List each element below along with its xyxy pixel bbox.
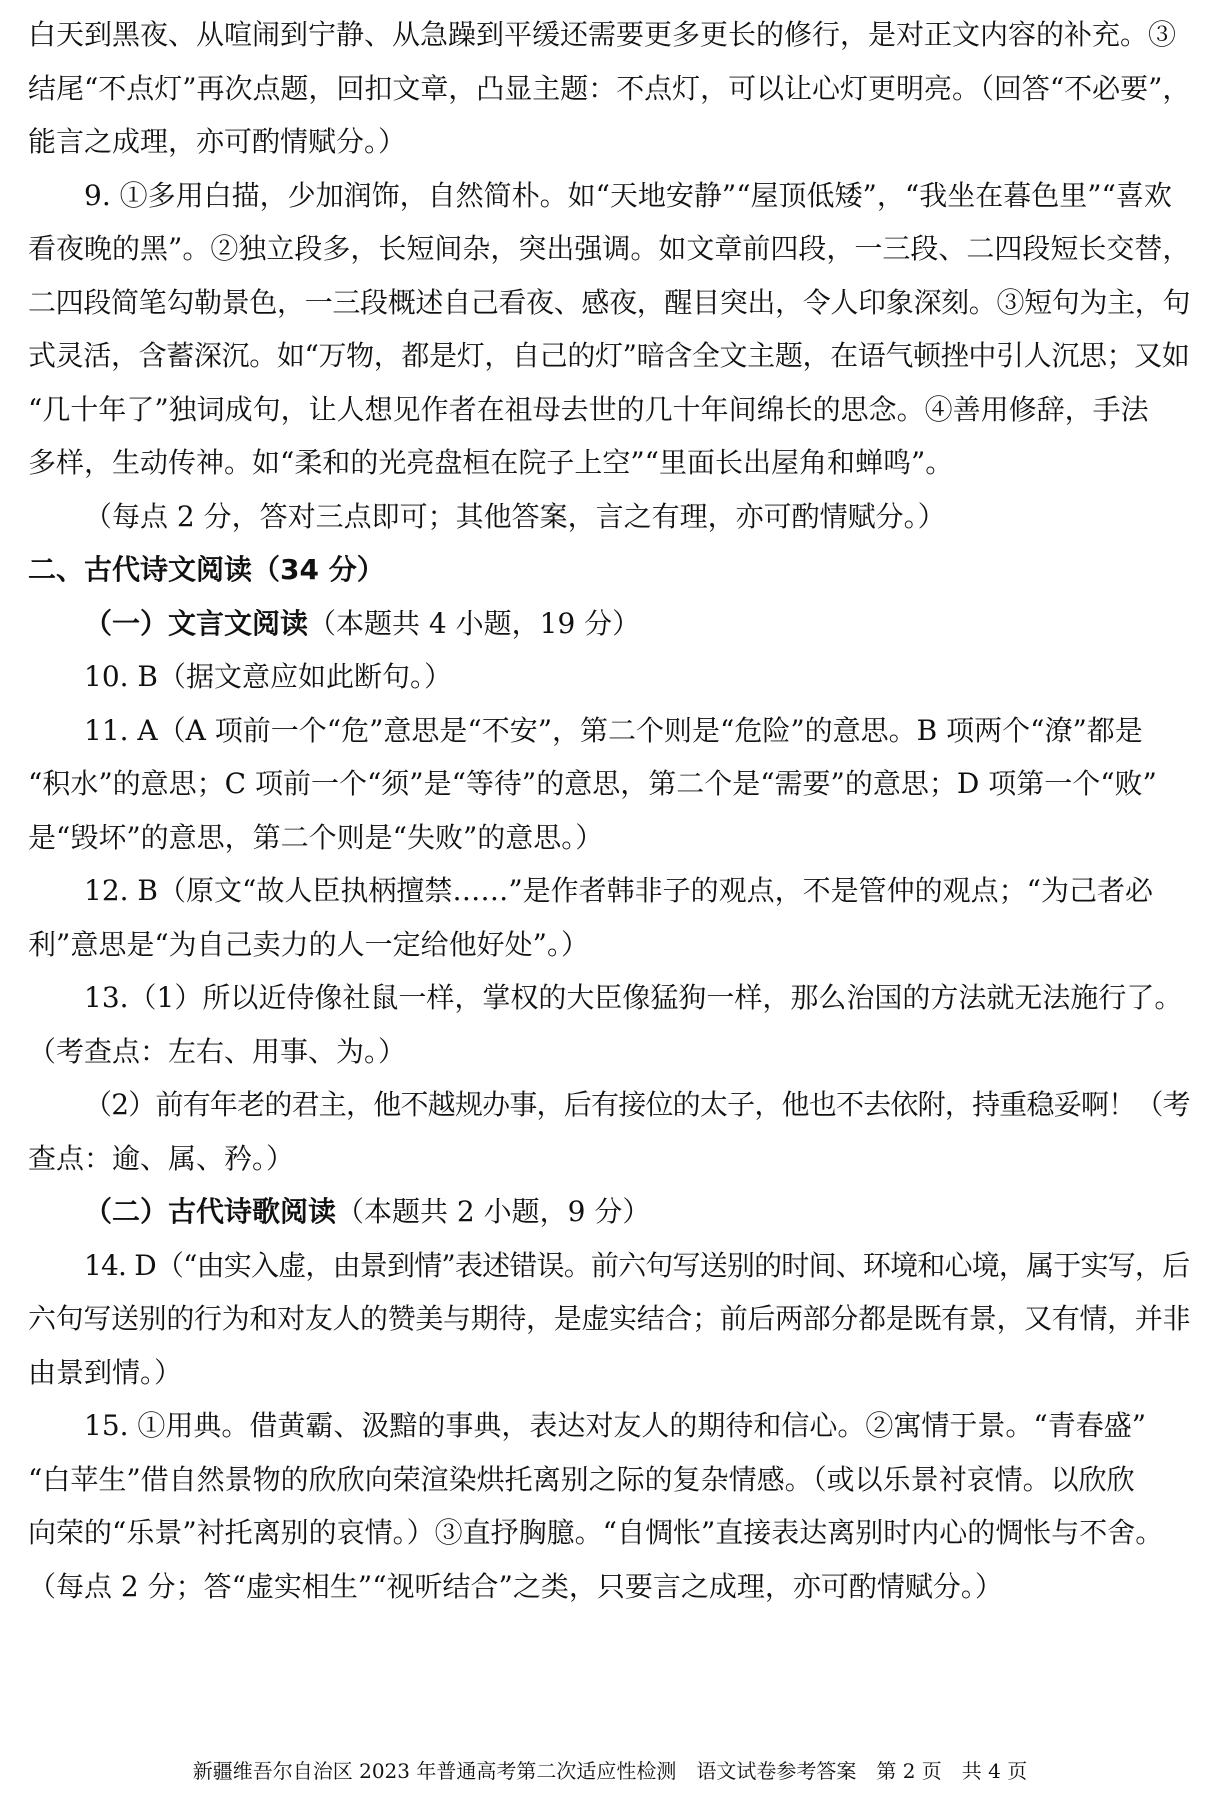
text-line	[28, 8, 1190, 62]
text-line-content: 15. ①用典。借黄霸、汲黯的事典，表达对友人的期待和信心。②寓情于景。“青春盛”	[84, 1409, 1147, 1442]
text-line-content: 结尾“不点灯”再次点题，回扣文章，凸显主题：不点灯，可以让心灯更明亮。（回答“不必要”，	[28, 71, 1191, 105]
text-line	[28, 436, 1190, 490]
text-line-content: 由景到情。）	[28, 1355, 183, 1389]
text-line-content: （每点 2 分；答“虚实相生”“视听结合”之类，只要言之成理，亦可酌情赋分。）	[28, 1569, 1003, 1603]
text-line	[28, 276, 1190, 330]
text-line	[28, 1560, 1190, 1614]
text-line	[28, 757, 1190, 811]
text-line	[28, 811, 1190, 865]
text-line-content: “几十年了”独词成句，让人想见作者在祖母去世的几十年间绵长的思念。④善用修辞，手法	[28, 392, 1149, 426]
text-line-content: 9. ①多用白描，少加润饰，自然简朴。如“天地安静”“屋顶低矮”，“我坐在暮色里”“喜欢	[84, 178, 1172, 212]
text-line	[28, 169, 1190, 223]
text-line	[28, 490, 1190, 544]
text-line-content: 利”意思是“为自己卖力的人一定给他好处”。）	[28, 927, 589, 961]
text-line	[28, 1346, 1190, 1400]
text-line	[28, 1292, 1190, 1346]
text-line	[28, 1453, 1190, 1507]
text-line-content: 看夜晚的黑”。②独立段多，长短间杂，突出强调。如文章前四段，一三段、二四段短长交替，	[28, 232, 1191, 265]
text-line-content: 11. A（A 项前一个“危”意思是“不安”，第二个则是“危险”的意思。B 项两个“潦”都是	[84, 713, 1143, 747]
text-line-content: （每点 2 分，答对三点即可；其他答案，言之有理，亦可酌情赋分。）	[84, 499, 946, 533]
section-note: （本题共 2 小题，9 分）	[336, 1195, 651, 1228]
text-line-content: 六句写送别的行为和对友人的赞美与期待，是虚实结合；前后两部分都是既有景，又有情，并非	[28, 1302, 1191, 1335]
text-line	[28, 864, 1190, 918]
text-line	[28, 971, 1190, 1025]
text-line	[28, 329, 1190, 383]
text-line	[28, 383, 1190, 437]
text-line	[28, 115, 1190, 169]
text-line	[28, 1239, 1190, 1293]
text-line-content: （考查点：左右、用事、为。）	[28, 1034, 407, 1068]
text-line-content: “白苹生”借自然景物的欣欣向荣渲染烘托离别之际的复杂情感。（或以乐景衬哀情。以欣欣	[28, 1462, 1135, 1496]
text-line	[28, 1399, 1190, 1453]
text-line-content: 向荣的“乐景”衬托离别的哀情。）③直抒胸臆。“自惆怅”直接表达离别时内心的惆怅与不舍。	[28, 1516, 1164, 1549]
section-note: （本题共 4 小题，19 分）	[308, 606, 641, 640]
text-line-content: 式灵活，含蓄深沉。如“万物，都是灯，自己的灯”暗含全文主题，在语气顿挫中引人沉思；又如	[28, 339, 1190, 372]
page-footer: 新疆维吾尔自治区 2023 年普通高考第二次适应性检测 语文试卷参考答案 第 2 页 共 4 页	[192, 1759, 1028, 1783]
text-line	[28, 650, 1190, 704]
text-line-content: 查点：逾、属、矜。）	[28, 1141, 295, 1175]
text-line-content: 14. D（“由实入虚，由景到情”表述错误。前六句写送别的时间、环境和心境，属于实写，后	[84, 1248, 1190, 1282]
text-line	[28, 1132, 1190, 1186]
text-line-content: （一）文言文阅读	[84, 606, 309, 640]
text-line	[28, 1506, 1190, 1560]
answer-page-body	[28, 8, 1190, 1613]
text-line	[28, 543, 1190, 597]
text-line	[28, 704, 1190, 758]
text-line-content: 能言之成理，亦可酌情赋分。）	[28, 125, 407, 158]
text-line-content: 是“毁坏”的意思，第二个则是“失败”的意思。）	[28, 820, 604, 854]
text-line-content: 10. B（据文意应如此断句。）	[84, 660, 453, 693]
text-line-content: 12. B（原文“故人臣执柄擅禁……”是作者韩非子的观点，不是管仲的观点；“为己者必	[84, 874, 1153, 907]
text-line-content: 多样，生动传神。如“柔和的光亮盘桓在院子上空”“里面长出屋角和蝉鸣”。	[28, 446, 954, 479]
text-line-content: 13.（1）所以近侍像社鼠一样，掌权的大臣像猛狗一样，那么治国的方法就无法施行了。	[84, 981, 1183, 1014]
text-line-content: （2）前有年老的君主，他不越规办事，后有接位的太子，他也不去依附，持重稳妥啊！（考	[84, 1088, 1190, 1121]
text-line-content: “积水”的意思；C 项前一个“须”是“等待”的意思，第二个是“需要”的意思；D 项第一个“败”	[28, 767, 1157, 800]
text-line	[28, 1025, 1190, 1079]
text-line-content: 白天到黑夜、从喧闹到宁静、从急躁到平缓还需要更多更长的修行，是对正文内容的补充。③	[28, 18, 1177, 51]
text-line	[28, 1078, 1190, 1132]
text-line-content: 二、古代诗文阅读（34 分）	[28, 553, 385, 586]
text-line	[28, 1185, 1190, 1239]
text-line	[28, 222, 1190, 276]
text-line	[28, 918, 1190, 972]
text-line-content: 二四段简笔勾勒景色，一三段概述自己看夜、感夜，醒目突出，令人印象深刻。③短句为主，句	[28, 285, 1191, 319]
text-line-content: （二）古代诗歌阅读	[84, 1195, 337, 1228]
text-line	[28, 597, 1190, 651]
text-line	[28, 62, 1190, 116]
